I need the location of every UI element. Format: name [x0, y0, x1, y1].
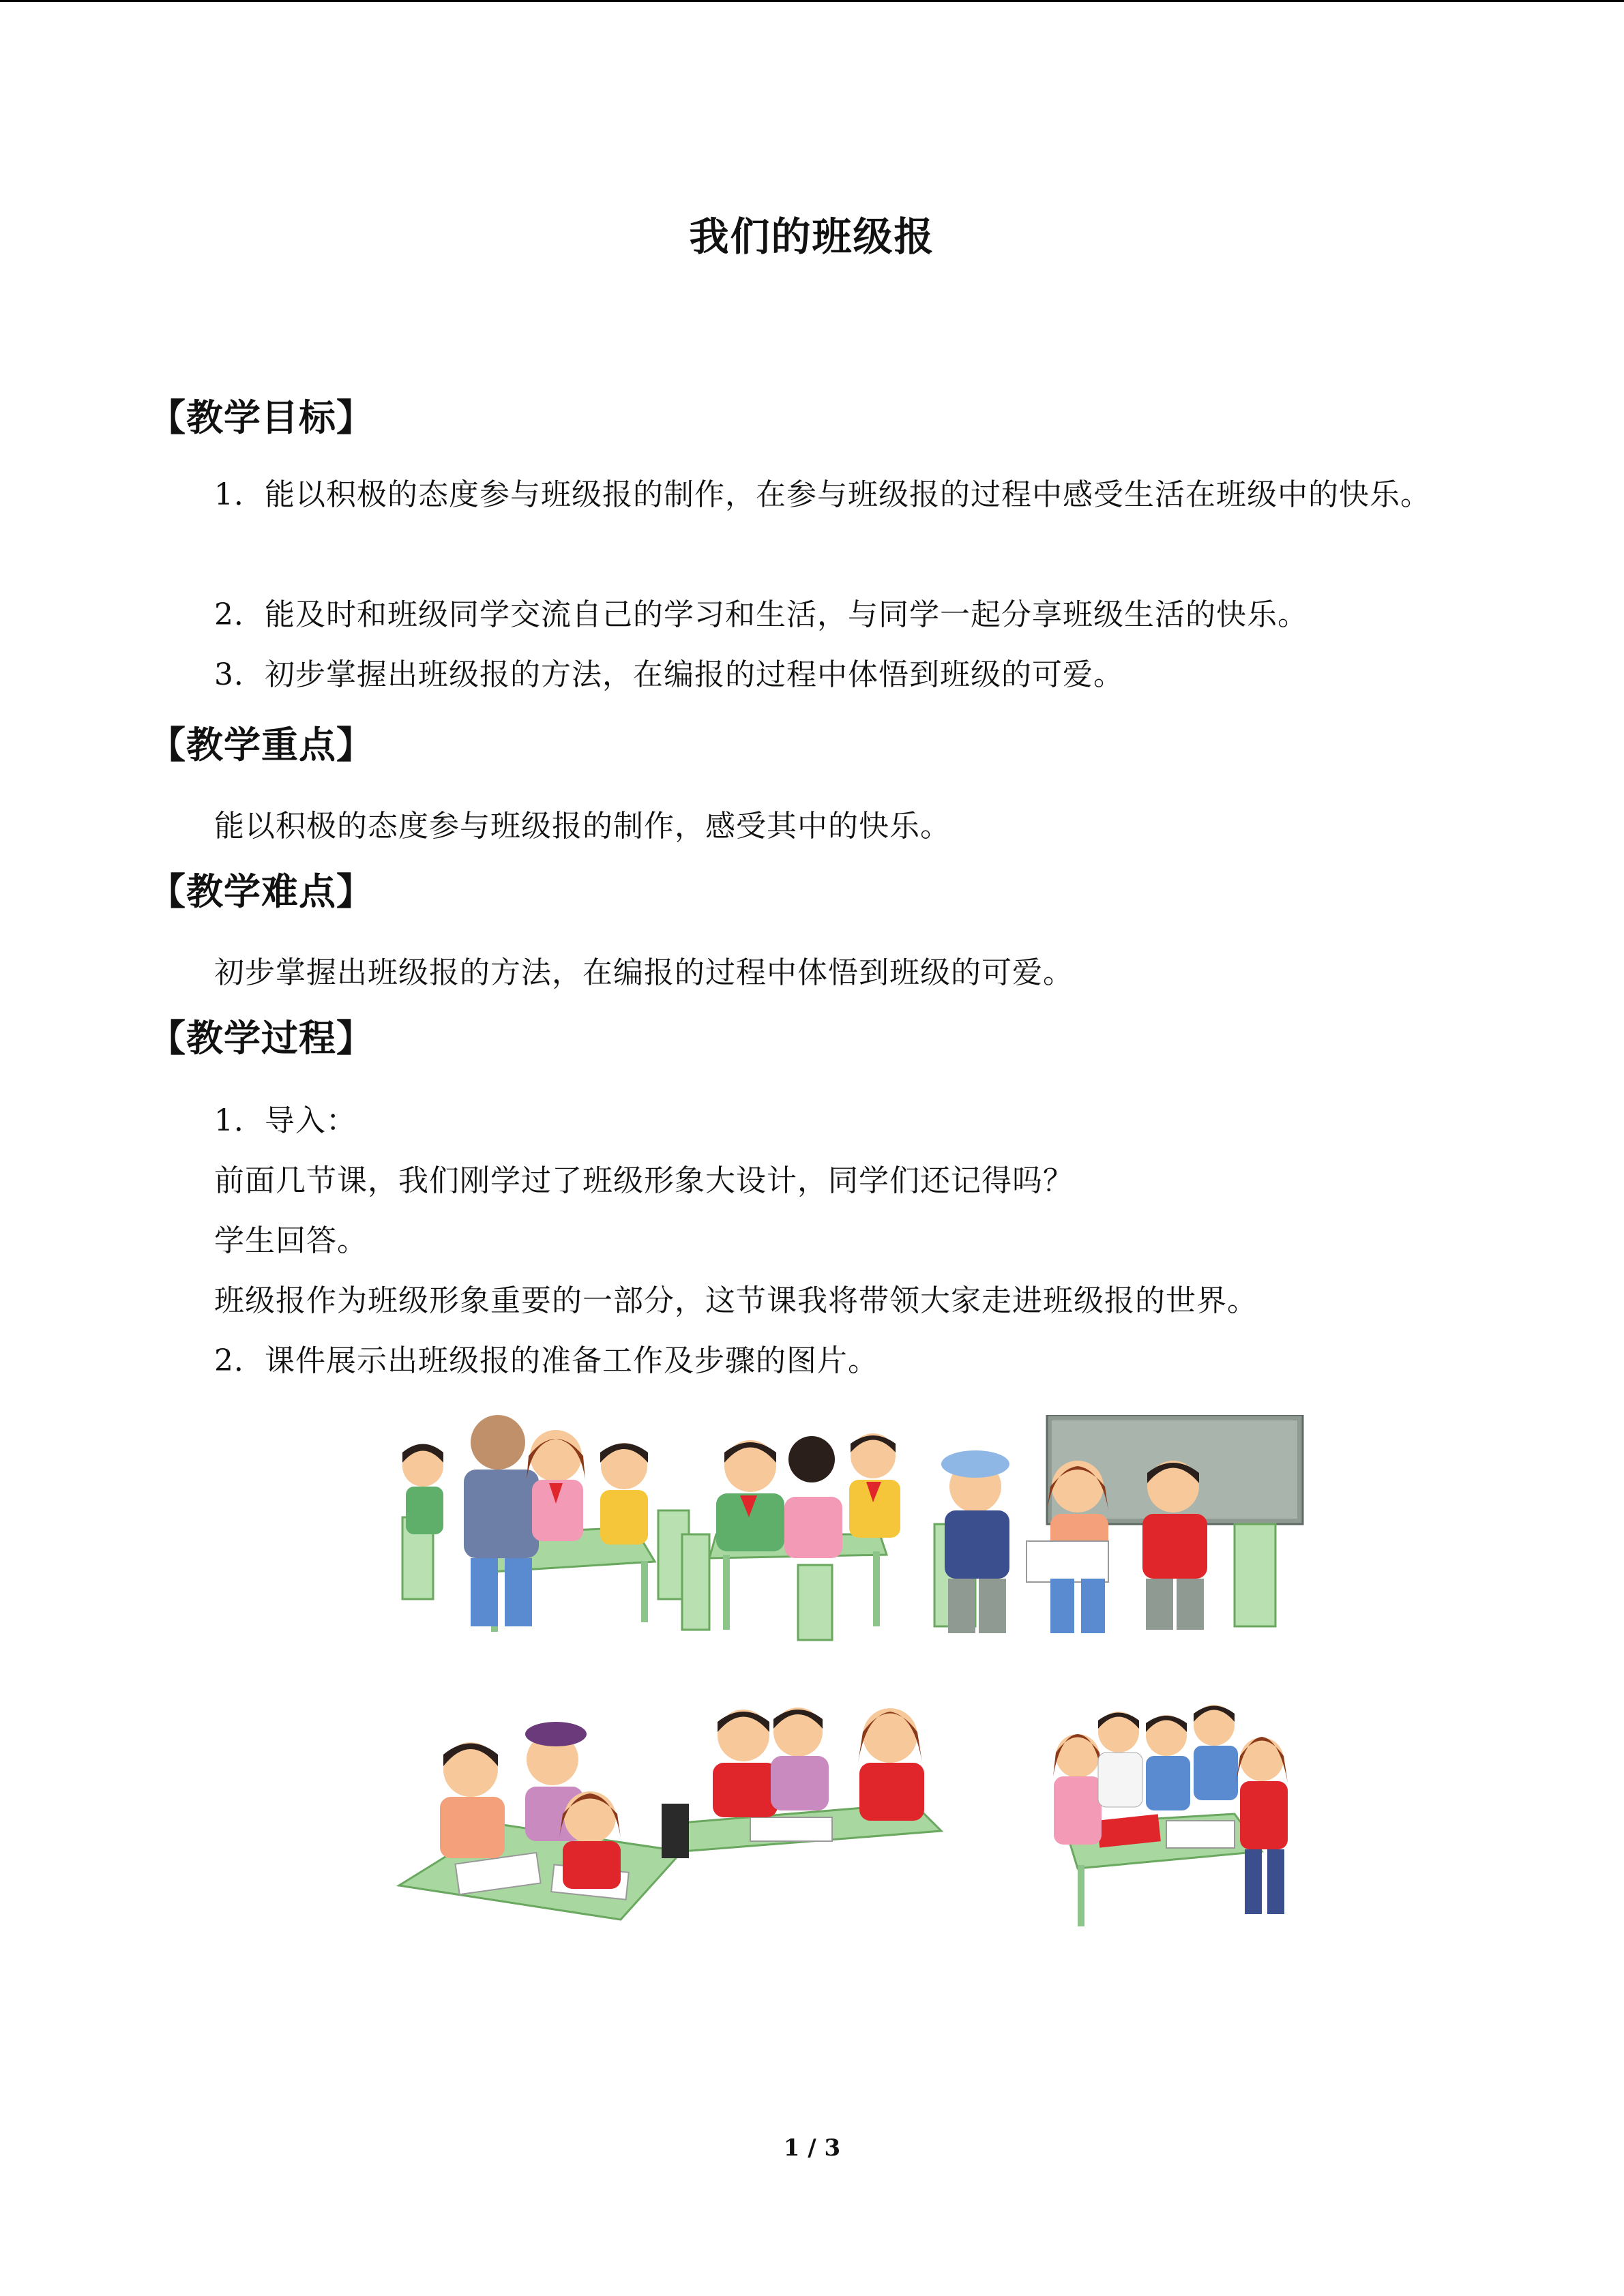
section-heading-key-points: 【教学重点】 [149, 724, 374, 766]
process-line-4: 班级报作为班级形象重要的一部分，这节课我将带领大家走进班级报的世界。 [214, 1283, 1258, 1318]
difficulties-text: 初步掌握出班级报的方法，在编报的过程中体悟到班级的可爱。 [214, 955, 1074, 990]
key-points-text: 能以积极的态度参与班级报的制作，感受其中的快乐。 [214, 809, 951, 844]
process-line-2: 前面几节课，我们刚学过了班级形象大设计，同学们还记得吗？ [214, 1163, 1074, 1198]
panel-group-writing-2 [662, 1708, 941, 1858]
process-line-1: 1．导入： [214, 1103, 357, 1138]
section-heading-difficulties: 【教学难点】 [149, 870, 374, 913]
section-heading-goals: 【教学目标】 [149, 396, 374, 439]
process-line-5: 2．课件展示出班级报的准备工作及步骤的图片。 [214, 1343, 879, 1378]
document-title: 我们的班级报 [689, 213, 935, 260]
goal-item-1: 1．能以积极的态度参与班级报的制作，在参与班级报的过程中感受生活在班级中的快乐。 [214, 477, 1431, 512]
panel-group-reading [934, 1415, 1303, 1633]
goal-item-2: 2．能及时和班级同学交流自己的学习和生活，与同学一起分享班级生活的快乐。 [214, 597, 1308, 632]
panel-group-writing-1 [399, 1722, 682, 1920]
panel-group-assembling-newspaper [1053, 1705, 1288, 1926]
page-number: 1 / 3 [783, 2134, 841, 2162]
students-making-class-newspaper-illustration [396, 1415, 1310, 1940]
panel-group-discussion-1 [402, 1415, 689, 1632]
goal-item-3: 3．初步掌握出班级报的方法，在编报的过程中体悟到班级的可爱。 [214, 657, 1124, 692]
process-line-3: 学生回答。 [214, 1223, 368, 1258]
top-border-rule [0, 0, 1624, 2]
section-heading-process: 【教学过程】 [149, 1017, 374, 1060]
panel-group-discussion-2 [682, 1433, 900, 1640]
